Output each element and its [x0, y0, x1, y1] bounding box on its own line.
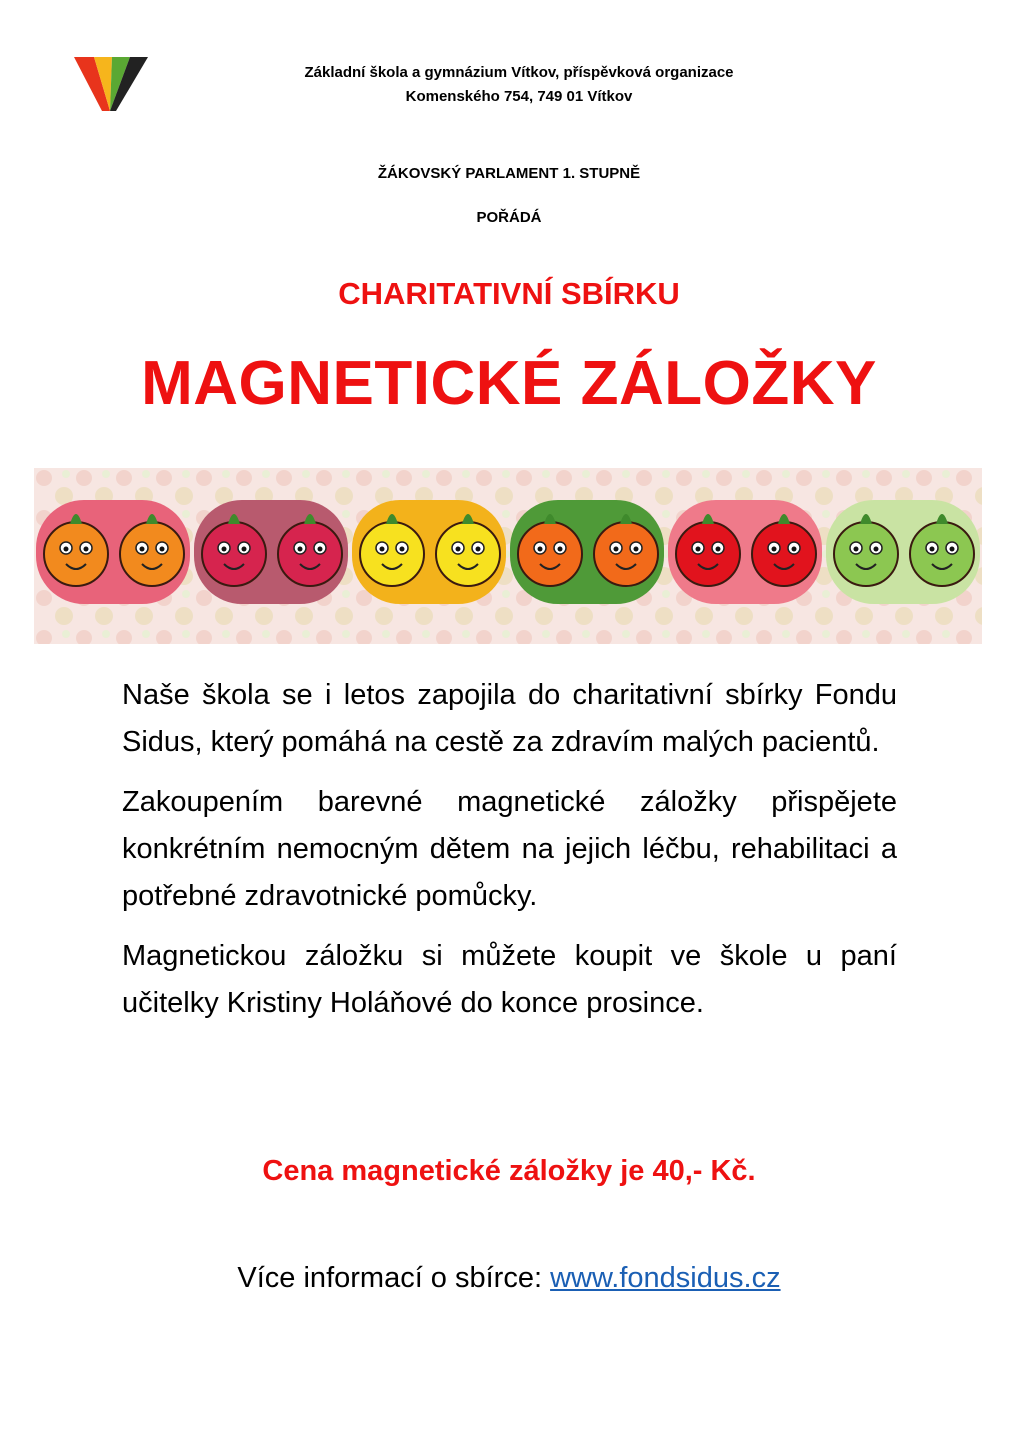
more-info-label: Více informací o sbírce:: [237, 1262, 551, 1294]
bookmark-cabbage: [826, 500, 980, 604]
parliament-heading: ŽÁKOVSKÝ PARLAMENT 1. STUPNĚ: [377, 165, 641, 182]
price-text: Cena magnetické záložky je 40,- Kč.: [262, 1155, 756, 1187]
bookmark-onion: [36, 500, 190, 604]
description: [122, 672, 897, 1040]
event-subtitle: CHARITATIVNÍ SBÍRKU: [338, 276, 680, 311]
fondsidus-link[interactable]: www.fondsidus.cz: [550, 1262, 781, 1294]
school-address: Komenského 754, 749 01 Vítkov: [405, 88, 633, 105]
paragraph: Magnetickou záložku si můžete koupit ve škole u paní učitelky Kristiny Holáňové do konce prosince.: [122, 940, 897, 1019]
school-name: Základní škola a gymnázium Vítkov, příspěvková organizace: [304, 64, 734, 81]
organizes-heading: POŘÁDÁ: [476, 209, 542, 226]
bookmark-apple: [668, 500, 822, 604]
paragraph: Naše škola se i letos zapojila do charitativní sbírky Fondu Sidus, který pomáhá na cestě za zdravím malých pacientů.: [122, 679, 897, 758]
more-info: [0, 1262, 1018, 1295]
bookmark-lemon: [352, 500, 506, 604]
event-title: MAGNETICKÉ ZÁLOŽKY: [141, 349, 877, 418]
bookmarks-banner-image: [34, 468, 982, 644]
bookmark-carrot: [510, 500, 664, 604]
paragraph: Zakoupením barevné magnetické záložky přispějete konkrétním nemocným dětem na jejich léčbu, rehabilitaci a potřebné zdravotnické pomůcky.: [122, 786, 897, 912]
bookmark-beet: [194, 500, 348, 604]
